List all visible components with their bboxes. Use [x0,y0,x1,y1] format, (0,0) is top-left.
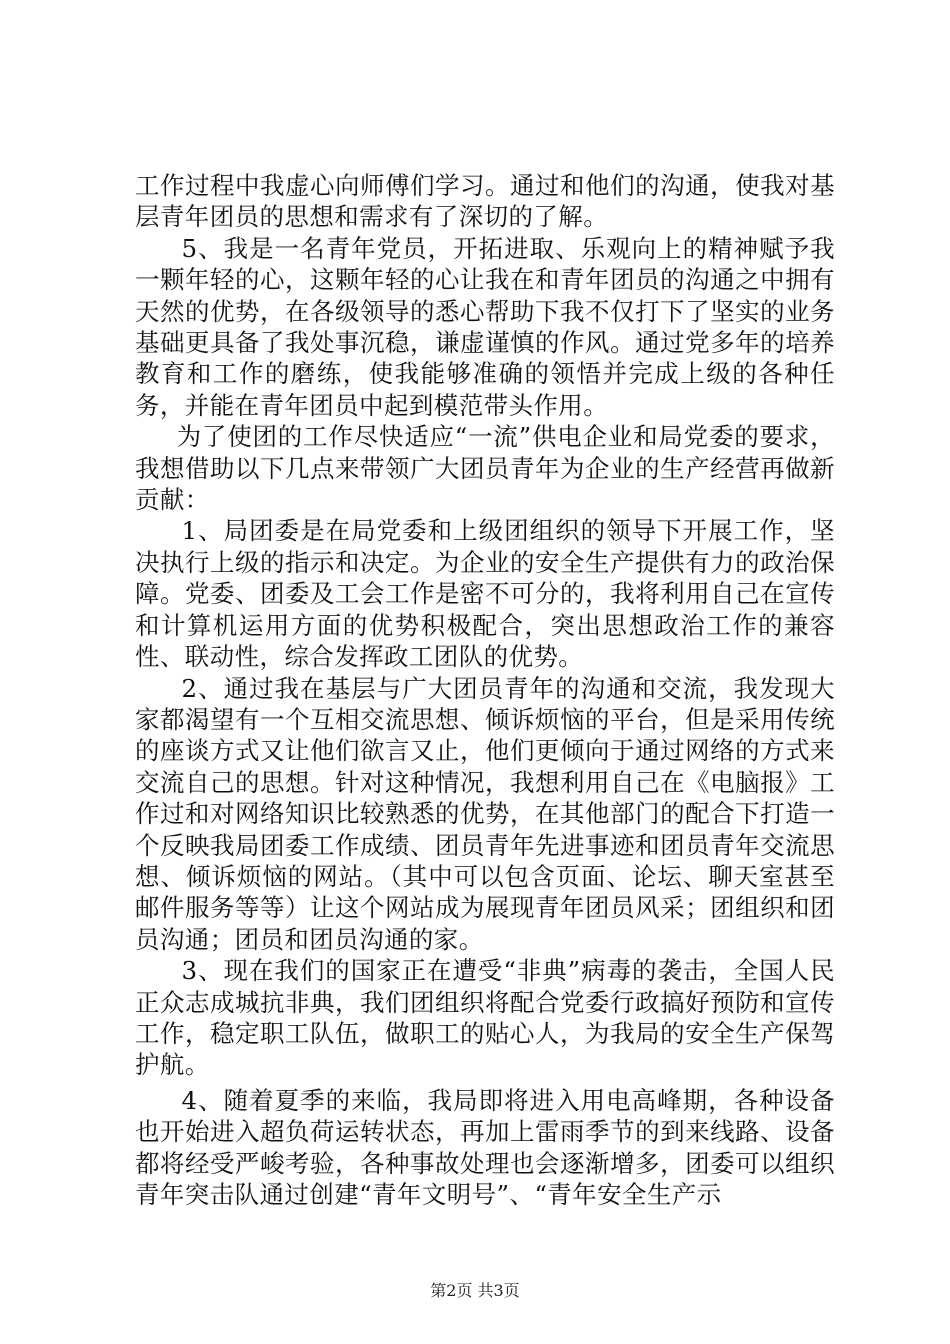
paragraph-6: 3、现在我们的国家正在遭受“非典”病毒的袭击，全国人民正众志成城抗非典，我们团组织将配合党委行政搞好预防和宣传工作，稳定职工队伍，做职工的贴心人，为我局的安全生产保驾护航。 [135,956,835,1080]
paragraph-3: 为了使团的工作尽快适应“一流”供电企业和局党委的要求，我想借助以下几点来带领广大团员青年为企业的生产经营再做新贡献： [135,422,835,515]
paragraph-5: 2、通过我在基层与广大团员青年的沟通和交流，我发现大家都渴望有一个互相交流思想、倾诉烦恼的平台，但是采用传统的座谈方式又让他们欲言又止，他们更倾向于通过网络的方式来交流自己的思想。针对这种情况，我想利用自己在《电脑报》工作过和对网络知识比较熟悉的优势，在其他部门的配合下打造一个反映我局团委工作成绩、团员青年先进事迹和团员青年交流思想、倾诉烦恼的网站。（其中可以包含页面、论坛、聊天室甚至邮件服务等等）让这个网站成为展现青年团员风采；团组织和团员沟通；团员和团员沟通的家。 [135,673,835,954]
paragraph-7: 4、随着夏季的来临，我局即将进入用电高峰期，各种设备也开始进入超负荷运转状态，再加上雷雨季节的到来线路、设备都将经受严峻考验，各种事故处理也会逐渐增多，团委可以组织青年突击队通过创建“青年文明号”、“青年安全生产示 [135,1085,835,1209]
paragraph-4: 1、局团委是在局党委和上级团组织的领导下开展工作，坚决执行上级的指示和决定。为企业的安全生产提供有力的政治保障。党委、团委及工会工作是密不可分的，我将利用自己在宣传和计算机运用方面的优势积极配合，突出思想政治工作的兼容性、联动性，综合发挥政工团队的优势。 [135,516,835,672]
paragraph-1: 工作过程中我虚心向师傅们学习。通过和他们的沟通，使我对基层青年团员的思想和需求有了深切的了解。 [135,171,835,232]
paragraph-2: 5、我是一名青年党员，开拓进取、乐观向上的精神赋予我一颗年轻的心，这颗年轻的心让我在和青年团员的沟通之中拥有天然的优势，在各级领导的悉心帮助下我不仅打下了坚实的业务基础更具备了我处事沉稳，谦虚谨慎的作风。通过党多年的培养教育和工作的磨练，使我能够准确的领悟并完成上级的各种任务，并能在青年团员中起到模范带头作用。 [135,233,835,420]
page-number-footer: 第2页 共3页 [430,1281,520,1300]
document-body [135,170,835,1210]
